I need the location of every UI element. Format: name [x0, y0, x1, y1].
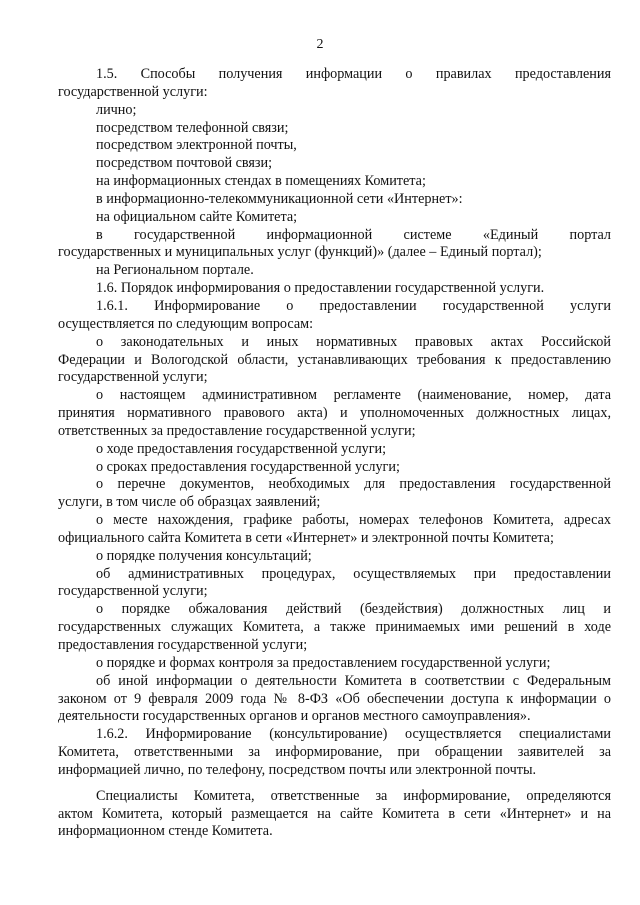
text-line: 1.6.2. Информирование (консультирование) осуществляется специалистами — [96, 726, 611, 743]
text-line: 1.6. Порядок информирования о предоставлении государственной услуги. — [96, 280, 545, 297]
text-line: в информационно-телекоммуникационной сети «Интернет»: — [96, 190, 463, 207]
text-line: посредством электронной почты, — [96, 137, 297, 154]
text-line: о перечне документов, необходимых для предоставления государственной — [96, 476, 611, 493]
text-line: Комитета, ответственными за информирование, при обращении заявителей за — [58, 744, 611, 761]
text-line: об иной информации о деятельности Комитета в соответствии с Федеральным — [96, 672, 611, 689]
text-line: Специалисты Комитета, ответственные за информирование, определяются — [96, 787, 611, 804]
text-line: посредством почтовой связи; — [96, 155, 273, 172]
text-line: на официальном сайте Комитета; — [96, 208, 298, 225]
text-line: предоставления государственной услуги; — [58, 637, 308, 653]
text-line: лично; — [96, 101, 137, 118]
text-line: посредством телефонной связи; — [96, 119, 289, 136]
page-number: 2 — [316, 37, 324, 52]
text-line: в государственной информационной системе «Единый портал — [96, 226, 611, 243]
text-line: законом от 9 февраля 2009 года № 8-ФЗ «Об обеспечении доступа к информации о — [58, 690, 611, 707]
text-line: о порядке обжалования действий (бездействия) должностных лиц и — [96, 601, 611, 618]
text-line: о законодательных и иных нормативных правовых актах Российской — [96, 333, 611, 350]
text-line: государственной услуги; — [58, 583, 208, 600]
text-line: о настоящем административном регламенте (наименование, номер, дата — [96, 387, 611, 404]
text-line: официального сайта Комитета в сети «Интернет» и электронной почты Комитета; — [58, 529, 554, 546]
text-line: государственной услуги: — [58, 83, 208, 100]
text-line: Федерации и Вологодской области, устанавливающих требования к предоставлению — [58, 351, 611, 368]
text-line: информационном стенде Комитета. — [58, 823, 273, 840]
text-line: о месте нахождения, графике работы, номерах телефонов Комитета, адресах — [96, 512, 611, 529]
text-line: услуги, в том числе об образцах заявлений; — [58, 494, 321, 511]
text-line: ответственных за предоставление государственной услуги; — [58, 422, 416, 439]
text-line: информацией лично, по телефону, посредством почты или электронной почты. — [58, 761, 537, 778]
text-line: актом Комитета, который размещается на сайте Комитета в сети «Интернет» и на — [58, 805, 611, 822]
text-line: государственных служащих Комитета, а также принимаемых ими решений в ходе — [58, 619, 611, 636]
text-line: деятельности государственных органов и органов местного самоуправления». — [58, 708, 531, 725]
text-line: осуществляется по следующим вопросам: — [58, 315, 314, 332]
text-line: 1.5. Способы получения информации о правилах предоставления — [96, 66, 611, 82]
text-line: на Региональном портале. — [96, 262, 254, 279]
text-line: 1.6.1. Информирование о предоставлении государственной услуги — [96, 297, 611, 314]
text-line: государственных и муниципальных услуг (функций)» (далее – Единый портал); — [58, 244, 542, 261]
text-line: об административных процедурах, осуществляемых при предоставлении — [96, 565, 611, 582]
text-line: о ходе предоставления государственной услуги; — [96, 440, 387, 457]
text-line: о порядке получения консультаций; — [96, 547, 312, 564]
text-line: о сроках предоставления государственной услуги; — [96, 458, 400, 475]
text-line: государственной услуги; — [58, 369, 208, 386]
text-line: принятия нормативного правового акта) и уполномоченных должностных лицах, — [58, 405, 611, 422]
text-line: на информационных стендах в помещениях Комитета; — [96, 173, 426, 190]
document-body — [58, 66, 611, 841]
text-line: о порядке и формах контроля за предоставлением государственной услуги; — [96, 654, 551, 671]
